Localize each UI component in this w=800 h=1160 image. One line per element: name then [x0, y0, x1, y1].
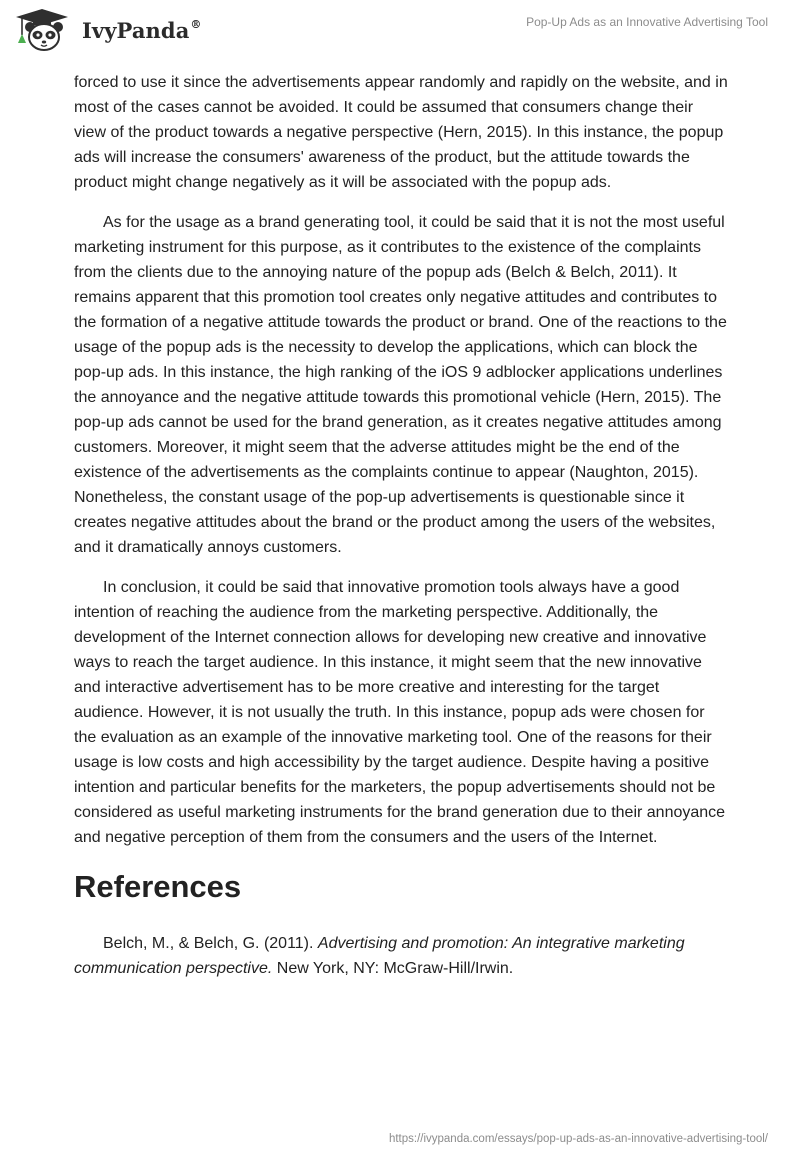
- essay-content: [74, 70, 728, 996]
- panda-graduate-icon: [14, 7, 76, 53]
- body-paragraph: As for the usage as a brand generating tool, it could be said that it is not the most useful marketing instrument for this purpose, as it contributes to the existence of the complaints from the clients due to the annoying nature of the popup ads (Belch & Belch, 2011). It remains apparent that this promotion tool creates only negative attitudes and contributes to the formation of a negative attitude towards the product or brand. One of the reactions to the usage of the popup ads is the necessity to develop the applications, which can block the pop-up ads. In this instance, the high ranking of the iOS 9 adblocker applications underlines the annoyance and the negative attitude towards this promotional vehicle (Hern, 2015). The pop-up ads cannot be used for the brand generation, as it creates negative attitudes among customers. Moreover, it might seem that the adverse attitudes might be the end of the existence of the advertisements as the complaints continue to appear (Naughton, 2015). Nonetheless, the constant usage of the pop-up advertisements is questionable since it creates negative attitudes about the brand or the product among the users of the websites, and it dramatically annoys customers.: [74, 214, 727, 556]
- registered-mark: ®: [190, 17, 202, 31]
- body-paragraph: In conclusion, it could be said that innovative promotion tools always have a good intention of reaching the audience from the marketing perspective. Additionally, the development of the Internet connection allows for developing new creative and innovative ways to reach the target audience. In this instance, it might seem that the new innovative and interactive advertisement has to be more creative and interesting for the target audience. However, it is not usually the truth. In this instance, popup ads were chosen for the evaluation as an example of the innovative marketing tool. One of the reasons for their usage is low costs and high accessibility by the target audience. Despite having a positive intention and particular benefits for the marketers, the popup advertisements should not be considered as useful marketing instruments for the brand generation due to their annoyance and negative perception of them from the consumers and the users of the Internet.: [74, 579, 726, 846]
- body-paragraph: forced to use it since the advertisements appear randomly and rapidly on the website, and in most of the cases cannot be avoided. It could be assumed that consumers change their view of the product towards a negative perspective (Hern, 2015). In this instance, the popup ads will increase the consumers' awareness of the product, but the attitude towards the product might change negatively as it will be associated with the popup ads.: [74, 74, 728, 191]
- running-title: Pop-Up Ads as an Innovative Advertising Tool: [526, 15, 768, 29]
- reference-authors: Belch, M., & Belch, G. (2011).: [103, 935, 318, 952]
- reference-publisher: New York, NY: McGraw-Hill/Irwin.: [272, 960, 514, 977]
- reference-title: Advertising and promotion: An integrative marketing communication perspective.: [74, 935, 685, 977]
- ivypanda-logo[interactable]: [14, 7, 202, 53]
- logo-wordmark: IvyPanda®: [82, 17, 202, 43]
- page-header: [0, 0, 800, 70]
- reference-entry: [74, 931, 728, 981]
- references-heading: References: [74, 869, 242, 904]
- source-url-link[interactable]: https://ivypanda.com/essays/pop-up-ads-as-an-innovative-advertising-tool/: [388, 1133, 768, 1145]
